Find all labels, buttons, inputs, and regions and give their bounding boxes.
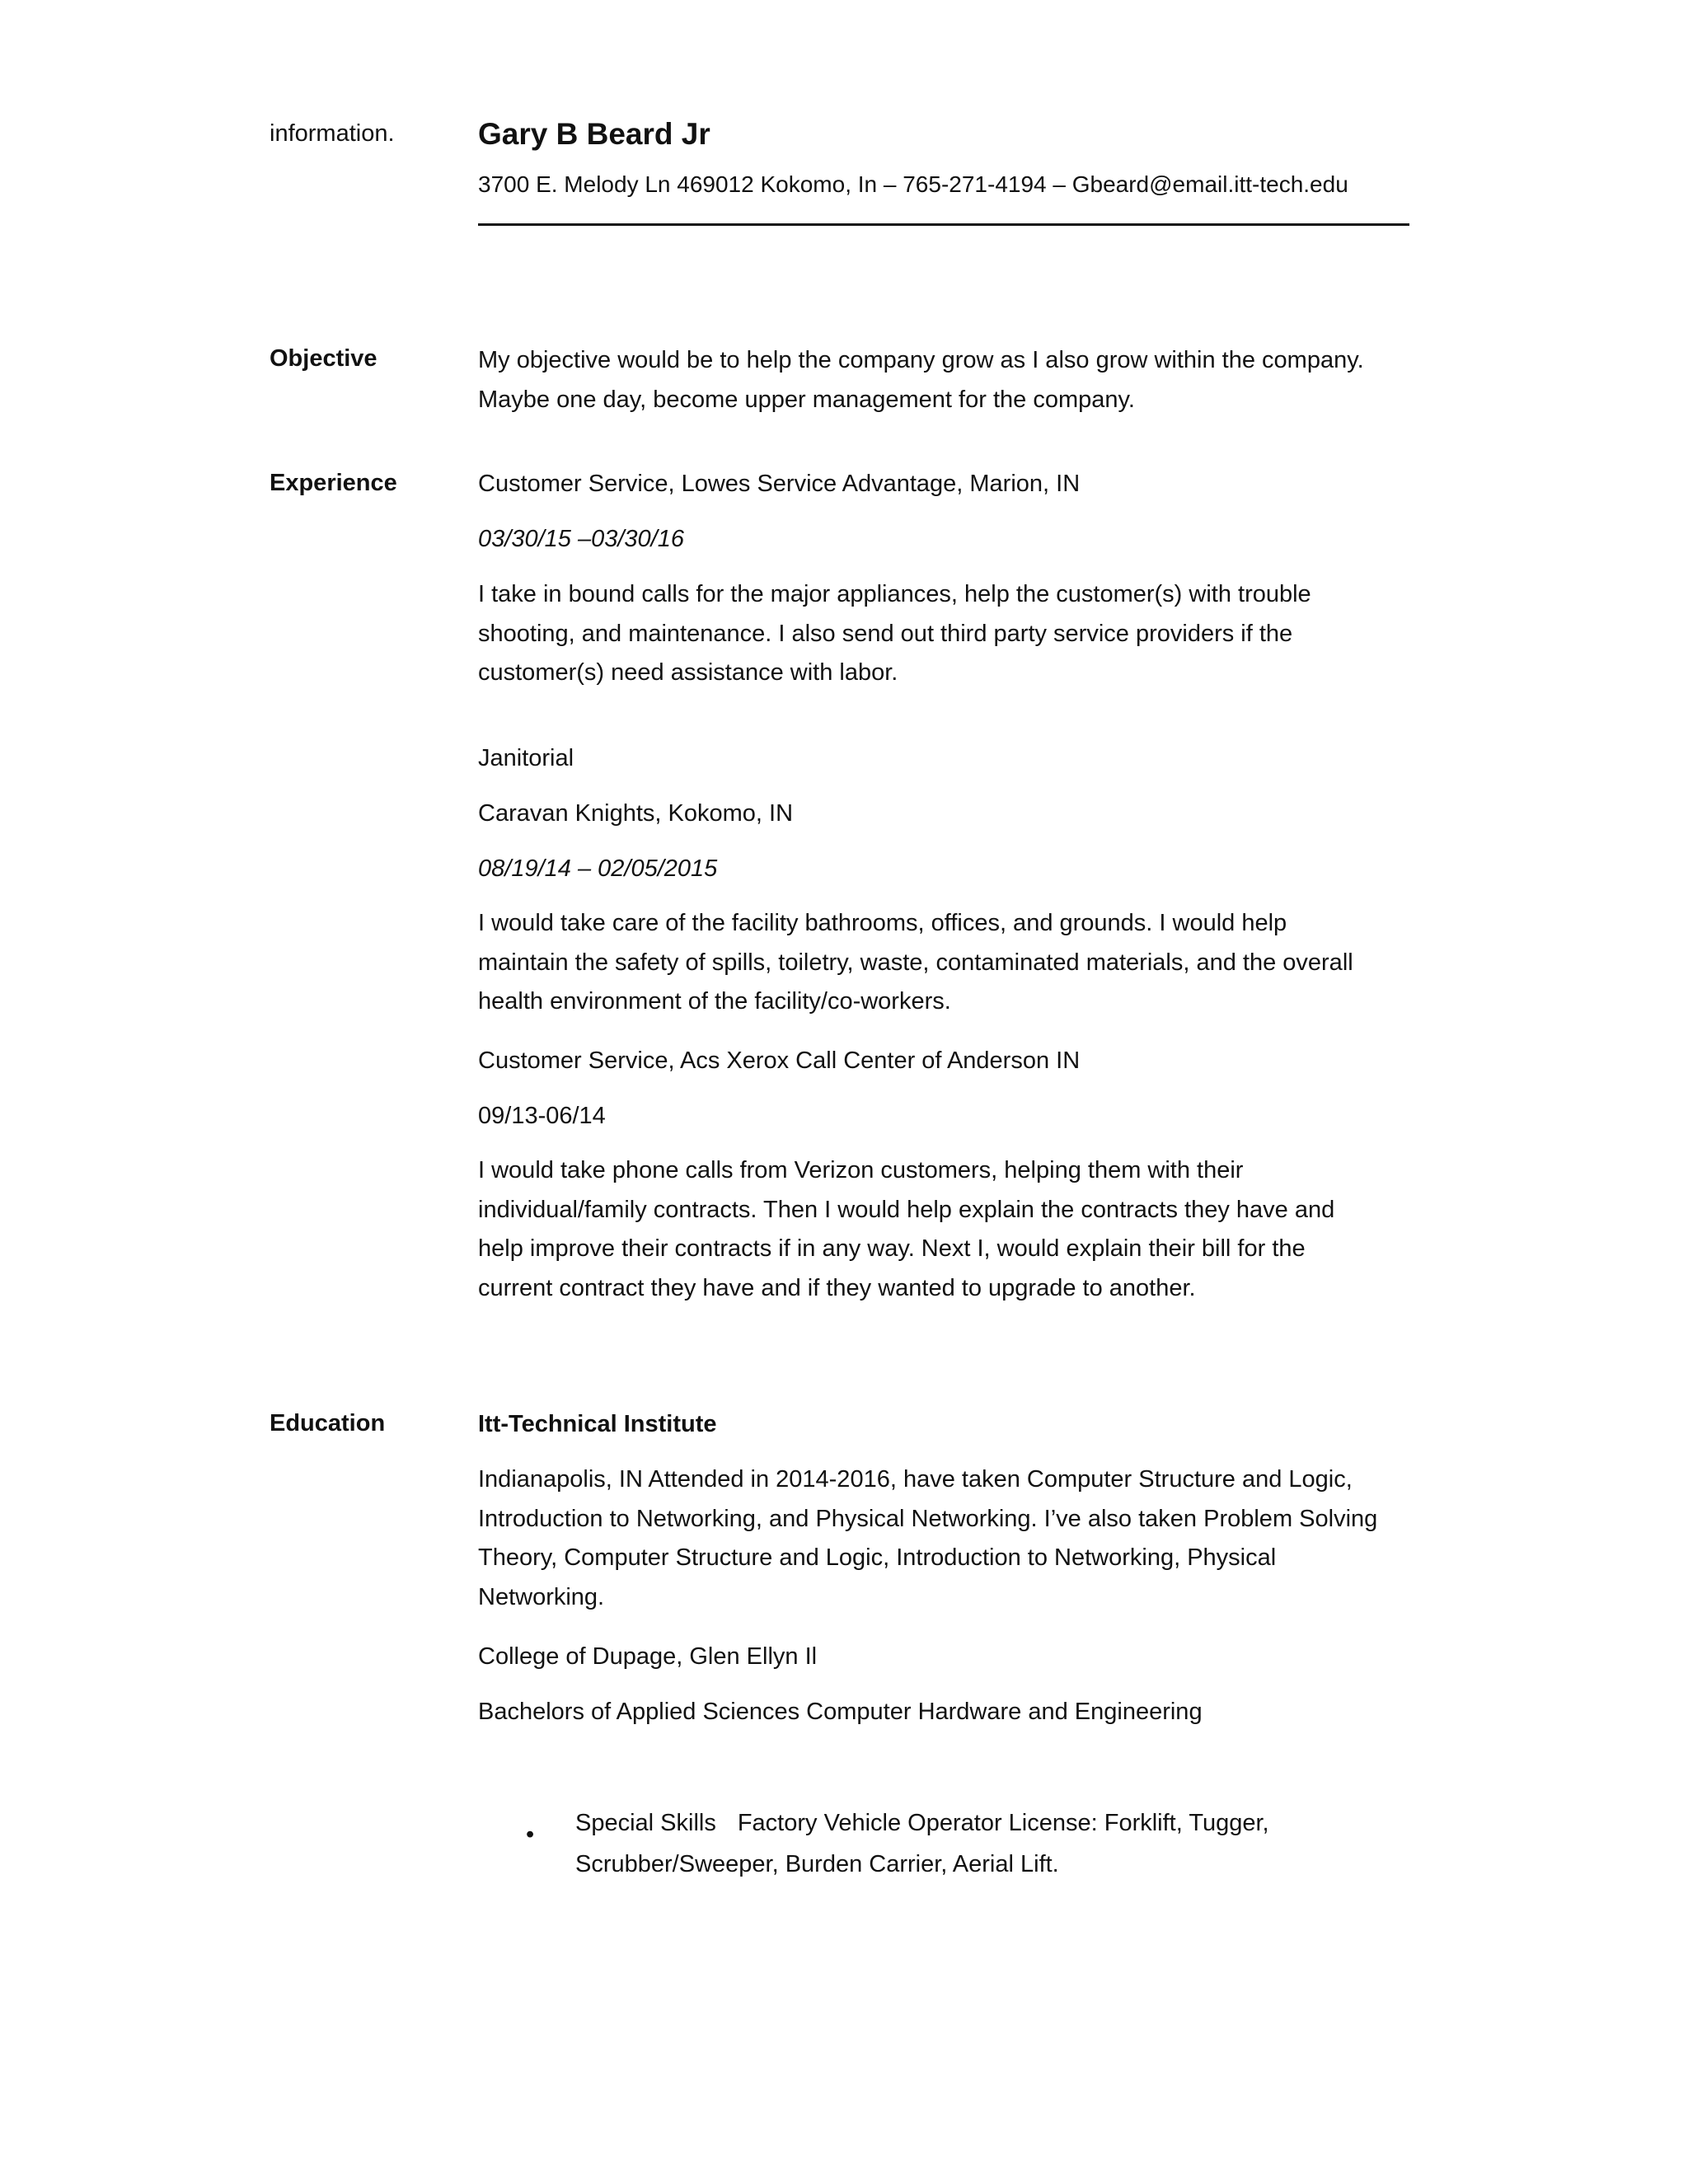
skills-label: Special Skills <box>575 1810 716 1836</box>
school-description <box>478 1460 1409 1617</box>
objective-line: Maybe one day, become upper management for the company. <box>478 386 1135 413</box>
education-label: Education <box>270 1410 386 1436</box>
job-description-line: health environment of the facility/co-workers. <box>478 988 951 1015</box>
school-name: College of Dupage, Glen Ellyn Il <box>478 1643 818 1670</box>
objective-label: Objective <box>270 345 377 372</box>
school-description-line: Indianapolis, IN Attended in 2014-2016, have taken Computer Structure and Logic, <box>478 1466 1353 1493</box>
job-description <box>478 904 1409 1022</box>
job-dates: 03/30/15 –03/30/16 <box>478 526 684 552</box>
school-description-line: Networking. <box>478 1583 605 1610</box>
school-description-line: Introduction to Networking, and Physical Networking. I’ve also taken Problem Solving <box>478 1505 1378 1532</box>
bullet-icon: • <box>526 1821 535 1848</box>
skills-line: Scrubber/Sweeper, Burden Carrier, Aerial Lift. <box>575 1851 1059 1877</box>
job-description <box>478 575 1409 693</box>
header-divider <box>478 223 1409 226</box>
job-dates: 08/19/14 – 02/05/2015 <box>478 855 718 882</box>
skills-block <box>575 1802 1269 1885</box>
job-description <box>478 1151 1409 1308</box>
candidate-name: Gary B Beard Jr <box>478 117 710 151</box>
job-dates: 09/13-06/14 <box>478 1103 606 1129</box>
job-description-line: help improve their contracts if in any way. Next I, would explain their bill for the <box>478 1235 1306 1262</box>
objective-text <box>478 341 1409 419</box>
job-title: Janitorial <box>478 745 574 771</box>
objective-line: My objective would be to help the company grow as I also grow within the company. <box>478 347 1364 373</box>
job-description-line: I would take care of the facility bathrooms, offices, and grounds. I would help <box>478 910 1287 936</box>
experience-label: Experience <box>270 470 397 496</box>
job-description-line: I take in bound calls for the major appliances, help the customer(s) with trouble <box>478 581 1311 607</box>
school-name: Itt-Technical Institute <box>478 1411 717 1437</box>
job-employer: Caravan Knights, Kokomo, IN <box>478 800 794 827</box>
job-description-line: customer(s) need assistance with labor. <box>478 659 898 686</box>
job-description-line: individual/family contracts. Then I would help explain the contracts they have and <box>478 1196 1335 1223</box>
contact-line: 3700 E. Melody Ln 469012 Kokomo, In – 765-271-4194 – Gbeard@email.itt-tech.edu <box>478 171 1348 197</box>
job-title: Customer Service, Acs Xerox Call Center of Anderson IN <box>478 1047 1081 1074</box>
job-description-line: maintain the safety of spills, toiletry, waste, contaminated materials, and the overall <box>478 949 1353 976</box>
school-description-line: Theory, Computer Structure and Logic, Introduction to Networking, Physical <box>478 1544 1277 1571</box>
job-title: Customer Service, Lowes Service Advantage, Marion, IN <box>478 471 1081 497</box>
corner-text: information. <box>270 120 395 147</box>
job-description-line: shooting, and maintenance. I also send out third party service providers if the <box>478 620 1293 647</box>
skills-text: Factory Vehicle Operator License: Forklift, Tugger, <box>737 1810 1269 1836</box>
degree: Bachelors of Applied Sciences Computer Hardware and Engineering <box>478 1699 1203 1725</box>
job-description-line: I would take phone calls from Verizon customers, helping them with their <box>478 1157 1244 1183</box>
skills-line <box>575 1802 1269 1844</box>
job-description-line: current contract they have and if they wanted to upgrade to another. <box>478 1274 1196 1301</box>
